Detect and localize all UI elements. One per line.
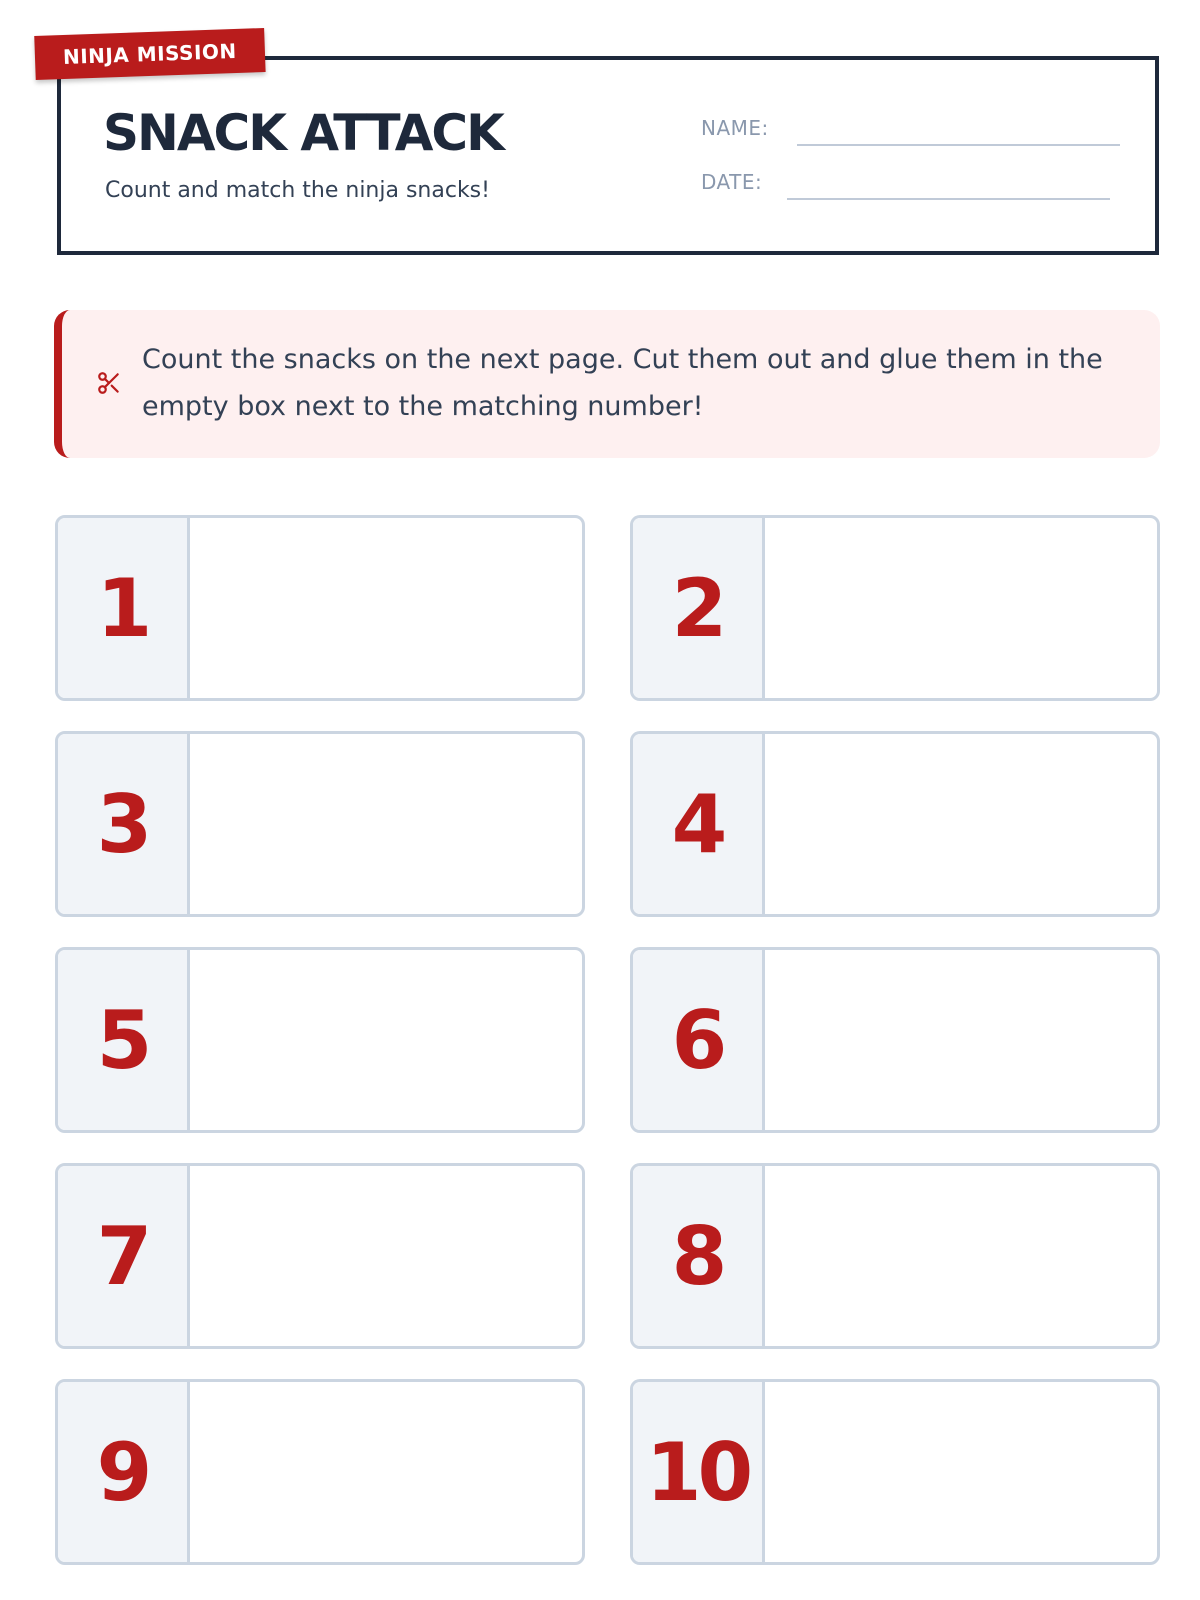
glue-area (768, 950, 1157, 1130)
glue-area (768, 1382, 1157, 1562)
name-field (701, 116, 1120, 140)
glue-area (193, 950, 582, 1130)
number-label: 1 (96, 561, 149, 655)
number-label: 8 (671, 1209, 724, 1303)
glue-area (193, 734, 582, 914)
number-label: 3 (96, 777, 149, 871)
number-cell (633, 518, 765, 698)
number-cell (633, 734, 765, 914)
number-label: 9 (96, 1425, 149, 1519)
number-label: 6 (671, 993, 724, 1087)
number-cell (633, 1382, 765, 1562)
match-box-5 (55, 947, 585, 1133)
number-cell (633, 1166, 765, 1346)
match-box-1 (55, 515, 585, 701)
page-subtitle: Count and match the ninja snacks! (105, 178, 490, 203)
name-label: NAME: (701, 116, 769, 140)
match-box-3 (55, 731, 585, 917)
glue-area (768, 1166, 1157, 1346)
date-field (701, 170, 1110, 194)
name-write-line (797, 144, 1120, 146)
glue-area (193, 518, 582, 698)
number-cell (633, 950, 765, 1130)
match-box-8 (630, 1163, 1160, 1349)
number-label: 5 (96, 993, 149, 1087)
number-cell (58, 734, 190, 914)
instruction-banner (54, 310, 1160, 458)
number-label: 7 (96, 1209, 149, 1303)
match-box-10 (630, 1379, 1160, 1565)
date-label: DATE: (701, 170, 763, 194)
match-box-7 (55, 1163, 585, 1349)
match-box-6 (630, 947, 1160, 1133)
page-title: SNACK ATTACK (103, 104, 503, 162)
number-cell (58, 518, 190, 698)
match-box-9 (55, 1379, 585, 1565)
number-cell (58, 1166, 190, 1346)
header-card (57, 56, 1159, 255)
glue-area (768, 734, 1157, 914)
scissors-icon (96, 370, 122, 396)
number-label: 4 (671, 777, 724, 871)
glue-area (193, 1166, 582, 1346)
match-box-4 (630, 731, 1160, 917)
ninja-mission-ribbon: NINJA MISSION (34, 28, 265, 80)
instruction-text: Count the snacks on the next page. Cut them out and glue them in the empty box next to the matching number! (142, 344, 1103, 422)
number-label: 2 (671, 561, 724, 655)
number-label: 10 (645, 1425, 750, 1519)
number-cell (58, 950, 190, 1130)
match-box-2 (630, 515, 1160, 701)
glue-area (768, 518, 1157, 698)
number-cell (58, 1382, 190, 1562)
date-write-line (787, 198, 1110, 200)
glue-area (193, 1382, 582, 1562)
